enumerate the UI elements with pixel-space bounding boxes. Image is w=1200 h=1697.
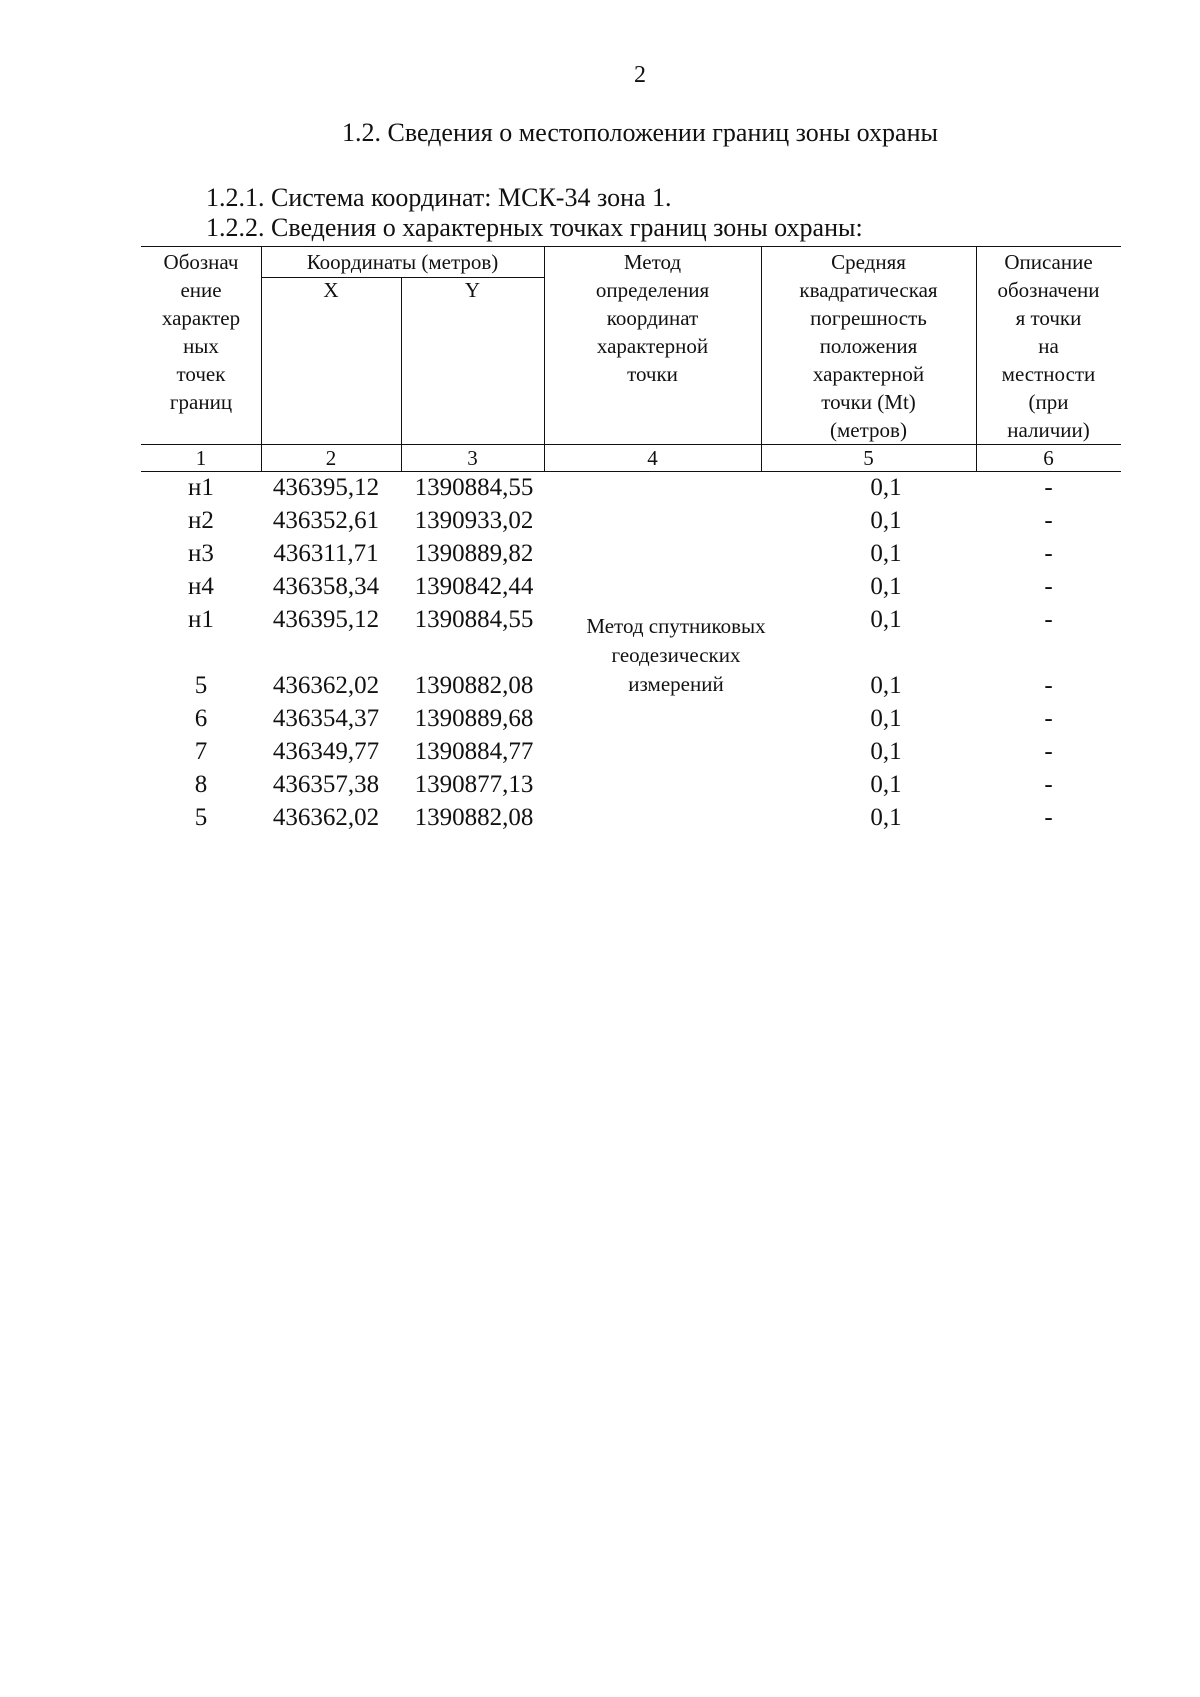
column-number-5: 5 bbox=[863, 446, 874, 470]
table-header bbox=[141, 246, 1121, 472]
error-cell: 0,1 bbox=[870, 705, 902, 732]
column-number-3: 3 bbox=[467, 446, 478, 470]
error-cell: 0,1 bbox=[870, 507, 902, 534]
coordinate-system-line: 1.2.1. Система координат: МСК-34 зона 1. bbox=[206, 183, 672, 212]
table-row bbox=[141, 507, 1121, 541]
error-cell: 0,1 bbox=[870, 606, 902, 633]
y-cell: 1390877,13 bbox=[414, 771, 534, 798]
table-row bbox=[141, 771, 1121, 805]
y-cell: 1390882,08 bbox=[414, 672, 534, 699]
header-mid-rule bbox=[141, 444, 1121, 445]
header-top-rule bbox=[141, 246, 1121, 247]
table-row bbox=[141, 540, 1121, 574]
x-cell: 436352,61 bbox=[272, 507, 380, 534]
error-cell: 0,1 bbox=[870, 573, 902, 600]
y-cell: 1390882,08 bbox=[414, 804, 534, 831]
y-cell: 1390889,82 bbox=[414, 540, 534, 567]
description-cell: - bbox=[1044, 474, 1053, 501]
column-number-1: 1 bbox=[195, 446, 207, 470]
x-cell: 436358,34 bbox=[272, 573, 380, 600]
table-row bbox=[141, 804, 1121, 838]
header-designation: Обознач ение характер ных точек границ bbox=[161, 250, 241, 414]
boundary-points-line: 1.2.2. Сведения о характерных точках границ зоны охраны: bbox=[206, 213, 863, 242]
x-cell: 436395,12 bbox=[272, 606, 380, 633]
point-cell: 6 bbox=[194, 705, 208, 732]
y-cell: 1390842,44 bbox=[414, 573, 534, 600]
y-cell: 1390933,02 bbox=[414, 507, 534, 534]
y-cell: 1390889,68 bbox=[414, 705, 534, 732]
point-cell: н3 bbox=[188, 540, 214, 567]
description-cell: - bbox=[1044, 573, 1053, 600]
header-description: Описание обозначени я точки на местности (при наличии) bbox=[997, 250, 1100, 442]
page-number: 2 bbox=[634, 62, 646, 88]
error-cell: 0,1 bbox=[870, 804, 902, 831]
column-number-2: 2 bbox=[325, 446, 337, 470]
column-number-4: 4 bbox=[647, 446, 658, 470]
column-number-6: 6 bbox=[1043, 446, 1054, 470]
method-cell: Метод спутниковых геодезических измерений bbox=[586, 614, 766, 696]
header-method: Метод определения координат характерной точки bbox=[595, 250, 710, 386]
y-cell: 1390884,77 bbox=[414, 738, 534, 765]
description-cell: - bbox=[1044, 771, 1053, 798]
error-cell: 0,1 bbox=[870, 738, 902, 765]
error-cell: 0,1 bbox=[870, 672, 902, 699]
description-cell: - bbox=[1044, 606, 1053, 633]
header-y: Y bbox=[464, 278, 481, 302]
point-cell: н2 bbox=[188, 507, 214, 534]
description-cell: - bbox=[1044, 507, 1053, 534]
error-cell: 0,1 bbox=[870, 540, 902, 567]
table-row bbox=[141, 738, 1121, 772]
y-cell: 1390884,55 bbox=[414, 606, 534, 633]
y-cell: 1390884,55 bbox=[414, 474, 534, 501]
point-cell: н1 bbox=[188, 606, 214, 633]
description-cell: - bbox=[1044, 672, 1053, 699]
point-cell: н1 bbox=[188, 474, 214, 501]
point-cell: 5 bbox=[194, 804, 208, 831]
description-cell: - bbox=[1044, 738, 1053, 765]
table-row bbox=[141, 705, 1121, 739]
x-cell: 436357,38 bbox=[272, 771, 380, 798]
x-cell: 436395,12 bbox=[272, 474, 380, 501]
header-x: X bbox=[323, 278, 339, 302]
col-divider-2 bbox=[401, 277, 402, 472]
section-heading: 1.2. Сведения о местоположении границ зоны охраны bbox=[342, 118, 938, 147]
x-cell: 436354,37 bbox=[272, 705, 380, 732]
error-cell: 0,1 bbox=[870, 771, 902, 798]
error-cell: 0,1 bbox=[870, 474, 902, 501]
x-cell: 436311,71 bbox=[273, 540, 379, 567]
point-cell: н4 bbox=[188, 573, 214, 600]
x-cell: 436349,77 bbox=[272, 738, 380, 765]
header-bottom-rule bbox=[141, 471, 1121, 472]
point-cell: 5 bbox=[194, 672, 208, 699]
header-coordinates: Координаты (метров) bbox=[306, 250, 499, 274]
table-row bbox=[141, 474, 1121, 508]
x-cell: 436362,02 bbox=[272, 804, 380, 831]
description-cell: - bbox=[1044, 804, 1053, 831]
description-cell: - bbox=[1044, 705, 1053, 732]
point-cell: 7 bbox=[194, 738, 208, 765]
x-cell: 436362,02 bbox=[272, 672, 380, 699]
header-error: Средняя квадратическая погрешность положения характерной точки (Mt) (метров) bbox=[799, 250, 938, 442]
description-cell: - bbox=[1044, 540, 1053, 567]
point-cell: 8 bbox=[194, 771, 208, 798]
table-row bbox=[141, 573, 1121, 607]
